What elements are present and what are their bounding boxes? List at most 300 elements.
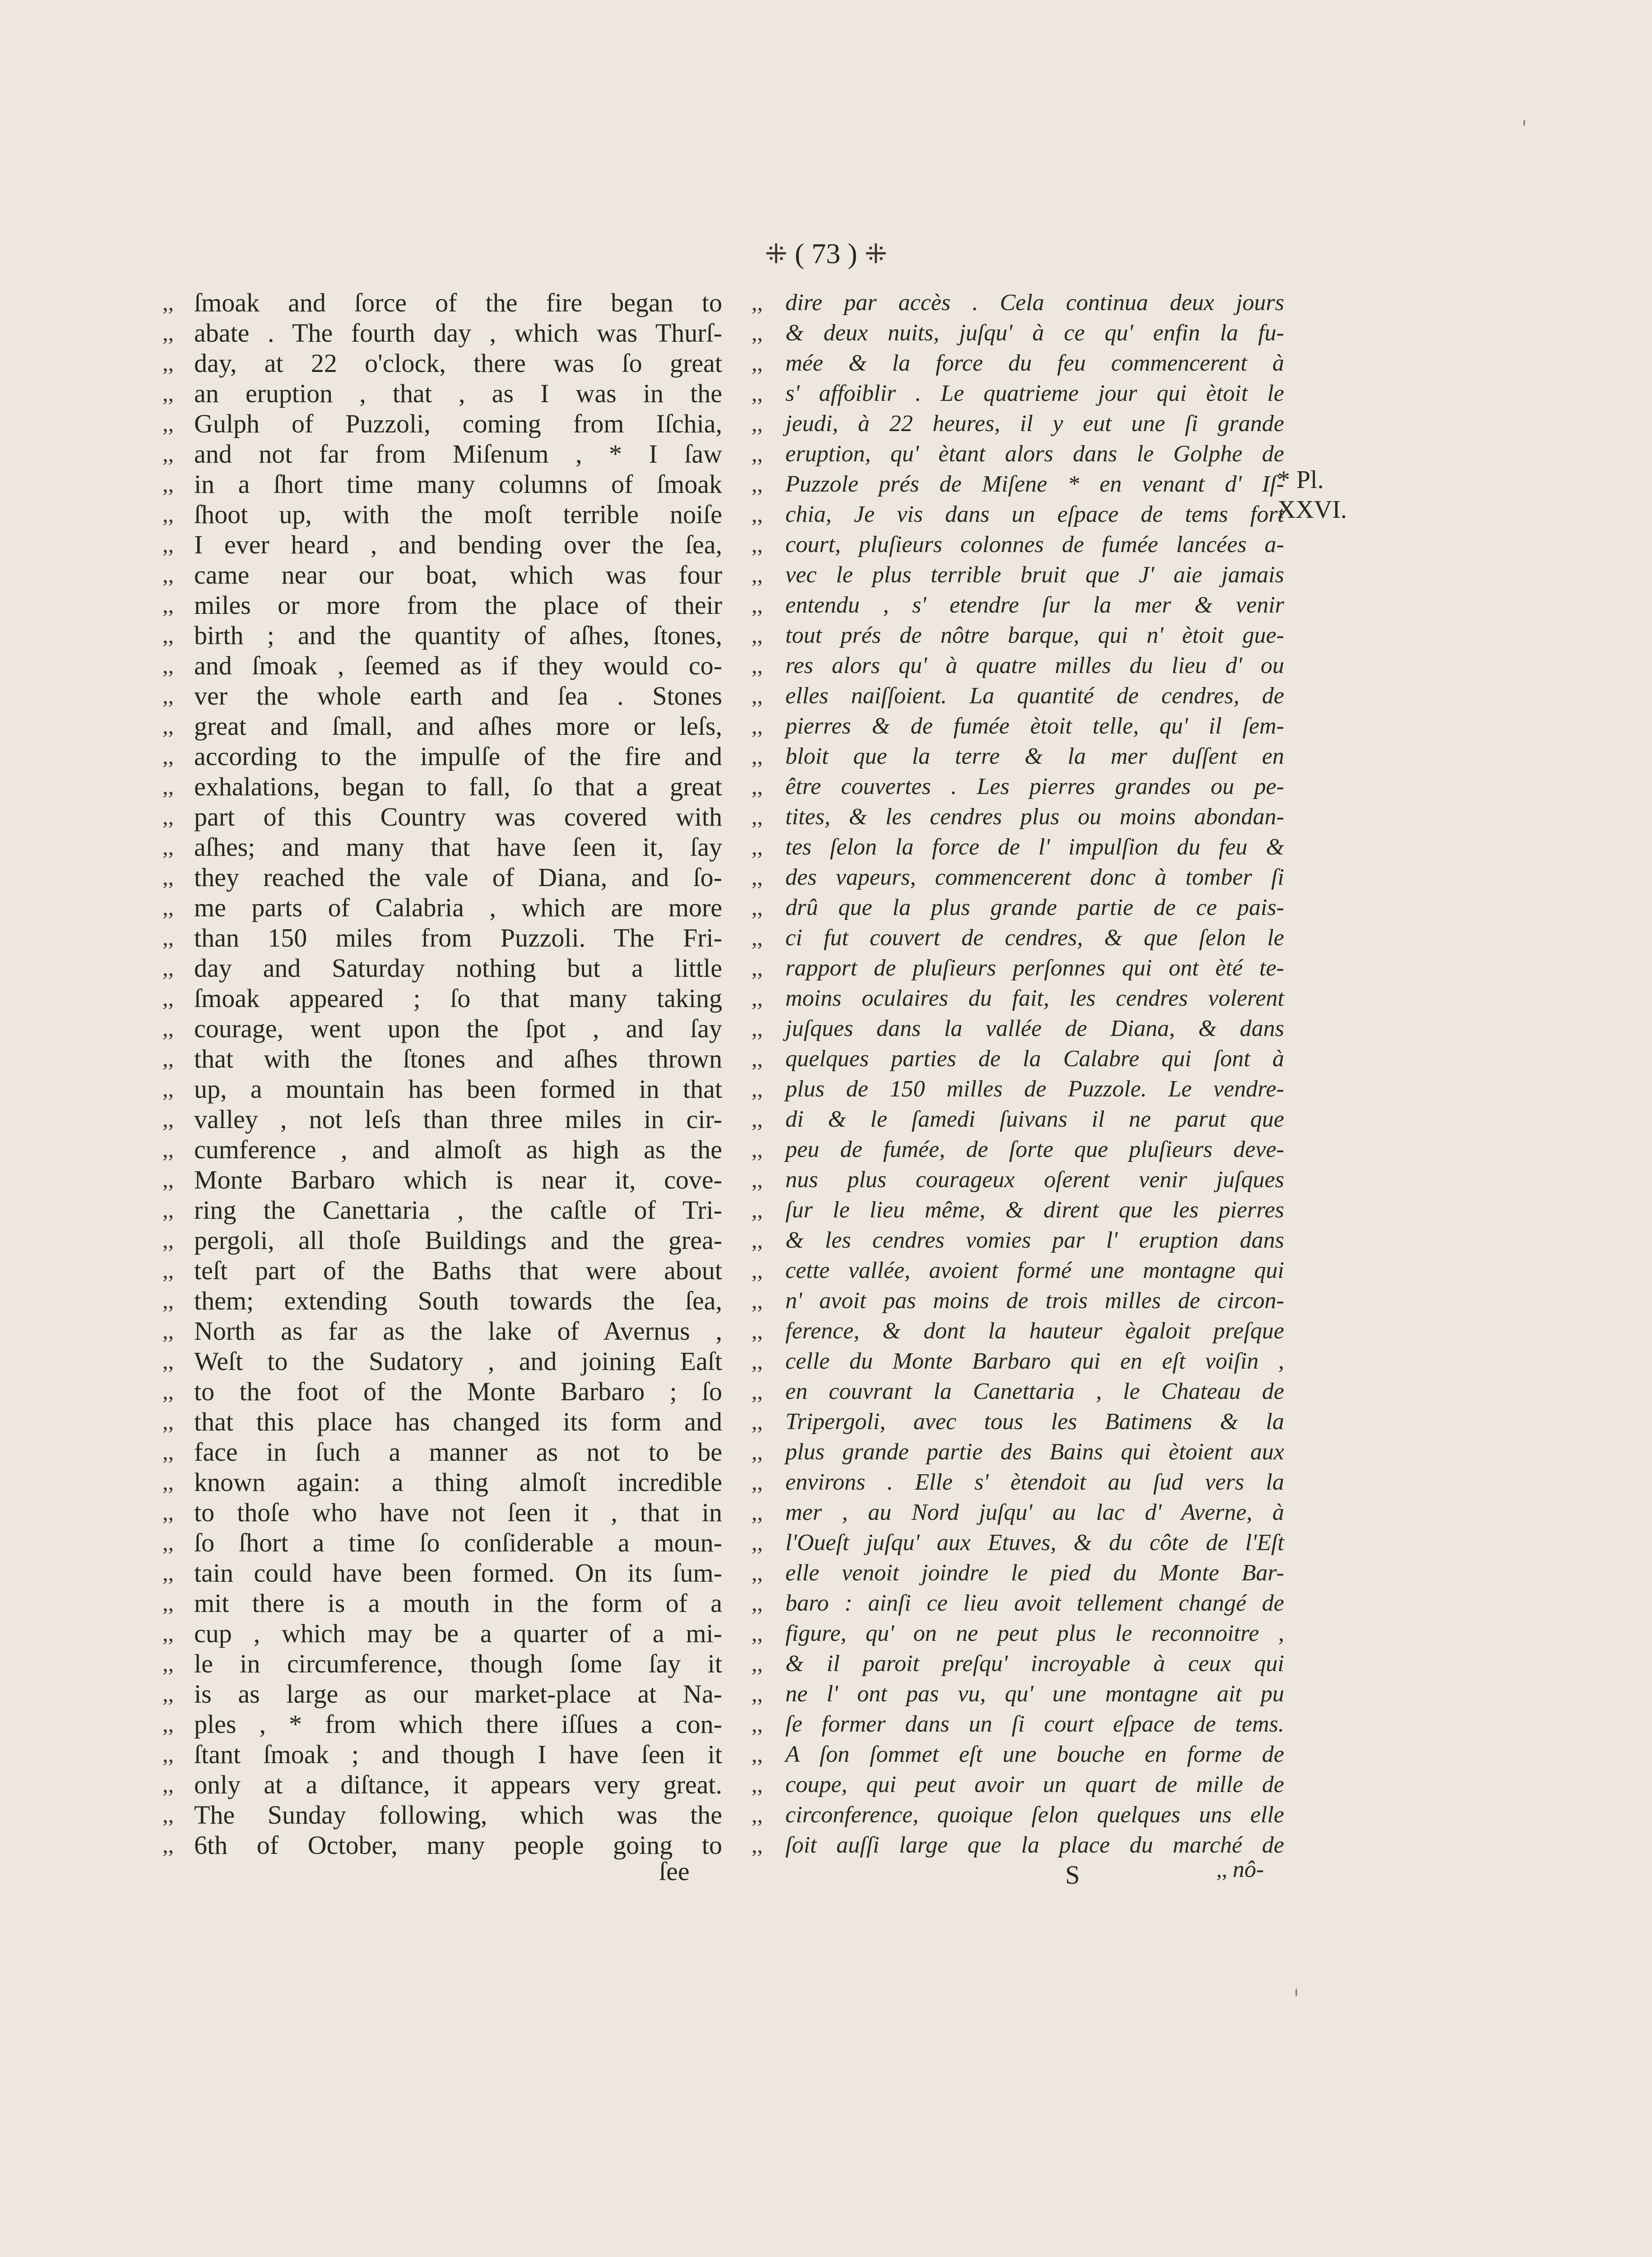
line-text: Tripergoli, avec tous les Batimens & la xyxy=(785,1409,1284,1435)
text-line xyxy=(752,923,1284,953)
text-line xyxy=(752,1437,1284,1467)
text-line xyxy=(752,560,1284,590)
line-text: elle venoit joindre le pied du Monte Bar- xyxy=(785,1560,1284,1586)
quote-mark: ,, xyxy=(162,1137,174,1162)
text-line xyxy=(752,469,1284,499)
plate-reference-note xyxy=(1277,465,1347,525)
quote-mark: ,, xyxy=(162,713,174,738)
quote-mark: ,, xyxy=(752,774,763,799)
quote-mark: ,, xyxy=(162,320,174,345)
text-line xyxy=(752,1467,1284,1497)
quote-mark: ,, xyxy=(162,1590,174,1616)
text-line xyxy=(752,1618,1284,1649)
text-line xyxy=(162,681,722,711)
plate-reference-line2: XXVI. xyxy=(1277,496,1347,524)
line-text: great and ſmall, and aſhes more or leſs, xyxy=(194,711,722,741)
line-text: rapport de pluſieurs perſonnes qui ont èté te- xyxy=(785,955,1284,981)
quote-mark: ,, xyxy=(162,1409,174,1434)
text-line xyxy=(752,620,1284,650)
line-text: ples , * from which there iſſues a con- xyxy=(194,1709,722,1739)
quote-mark: ,, xyxy=(162,1681,174,1706)
quote-mark: ,, xyxy=(752,804,763,829)
quote-mark: ,, xyxy=(752,955,763,980)
line-text: l'Oueſt juſqu' aux Etuves, & du côte de l'Eſt xyxy=(785,1530,1284,1556)
line-text: environs . Elle s' ètendoit au ſud vers la xyxy=(785,1469,1284,1495)
fleuron-right-icon: ⁜ xyxy=(864,239,887,269)
left-catchword: ſee xyxy=(659,1857,690,1886)
quote-mark: ,, xyxy=(752,1167,763,1192)
text-line xyxy=(162,590,722,620)
text-line xyxy=(162,1044,722,1074)
text-line xyxy=(752,1830,1284,1860)
quote-mark: ,, xyxy=(162,1258,174,1283)
text-line xyxy=(752,1165,1284,1195)
line-text: pergoli, all thoſe Buildings and the grea- xyxy=(194,1226,722,1255)
text-line xyxy=(162,469,722,499)
quote-mark: ,, xyxy=(752,925,763,950)
quote-mark: ,, xyxy=(162,985,174,1011)
quote-mark: ,, xyxy=(162,1832,174,1858)
line-text: mer , au Nord juſqu' au lac d' Averne, à xyxy=(785,1500,1284,1525)
text-line xyxy=(162,439,722,469)
quote-mark: ,, xyxy=(752,1651,763,1676)
text-line xyxy=(162,1497,722,1528)
quote-mark: ,, xyxy=(752,1076,763,1101)
text-line xyxy=(162,1134,722,1165)
line-text: up, a mountain has been formed in that xyxy=(194,1074,722,1104)
text-line xyxy=(162,1104,722,1134)
line-text: part of this Country was covered with xyxy=(194,802,722,831)
line-text: eruption, qu' ètant alors dans le Golphe de xyxy=(785,441,1284,467)
text-line xyxy=(752,892,1284,923)
line-text: coupe, qui peut avoir un quart de mille de xyxy=(785,1772,1284,1797)
line-text: them; extending South towards the ſea, xyxy=(194,1286,722,1315)
line-text: aſhes; and many that have ſeen it, ſay xyxy=(194,832,722,862)
line-text: courage, went upon the ſpot , and ſay xyxy=(194,1014,722,1043)
line-text: & il paroit preſqu' incroyable à ceux qui xyxy=(785,1651,1284,1676)
quote-mark: ,, xyxy=(752,1197,763,1222)
quote-mark: ,, xyxy=(752,1046,763,1071)
line-text: is as large as our market-place at Na- xyxy=(194,1679,722,1709)
line-text: baro : ainſi ce lieu avoit tellement changé de xyxy=(785,1590,1284,1616)
quote-mark: ,, xyxy=(752,532,763,557)
quote-mark: ,, xyxy=(162,774,174,799)
line-text: they reached the vale of Diana, and ſo- xyxy=(194,863,722,892)
text-line xyxy=(752,802,1284,832)
quote-mark: ,, xyxy=(162,290,174,315)
text-line xyxy=(752,288,1284,318)
quote-mark: ,, xyxy=(162,653,174,678)
text-line xyxy=(162,1195,722,1225)
text-line xyxy=(752,1679,1284,1709)
line-text: mit there is a mouth in the form of a xyxy=(194,1588,722,1618)
text-line xyxy=(752,409,1284,439)
quote-mark: ,, xyxy=(162,834,174,859)
quote-mark: ,, xyxy=(752,350,763,376)
text-line xyxy=(162,741,722,771)
text-line xyxy=(752,590,1284,620)
text-line xyxy=(162,409,722,439)
line-text: ne l' ont pas vu, qu' une montagne ait pu xyxy=(785,1681,1284,1707)
quote-mark: ,, xyxy=(162,1318,174,1343)
paper-speck xyxy=(1523,120,1525,126)
text-line xyxy=(162,1769,722,1800)
quote-mark: ,, xyxy=(162,592,174,618)
quote-mark: ,, xyxy=(162,1167,174,1192)
plate-reference-line1: * Pl. xyxy=(1277,466,1324,494)
quote-mark: ,, xyxy=(162,1500,174,1525)
quote-mark: ,, xyxy=(752,411,763,436)
quote-mark: ,, xyxy=(162,622,174,648)
line-text: mée & la force du feu commencerent à xyxy=(785,350,1284,376)
quote-mark: ,, xyxy=(162,1772,174,1797)
paper-speck xyxy=(1295,1988,1297,1997)
text-line xyxy=(162,1739,722,1769)
line-text: figure, qu' on ne peut plus le reconnoitre , xyxy=(785,1621,1284,1646)
line-text: n' avoit pas moins de trois milles de circon- xyxy=(785,1288,1284,1314)
page-header xyxy=(0,237,1652,270)
text-line xyxy=(162,892,722,923)
text-line xyxy=(752,1346,1284,1376)
line-text: celle du Monte Barbaro qui en eſt voiſin , xyxy=(785,1348,1284,1374)
quote-mark: ,, xyxy=(162,1197,174,1222)
text-line xyxy=(752,1316,1284,1346)
line-text: exhalations, began to fall, ſo that a great xyxy=(194,772,722,801)
text-line xyxy=(162,1165,722,1195)
quote-mark: ,, xyxy=(162,1288,174,1313)
text-line xyxy=(162,1709,722,1739)
line-text: ſmoak appeared ; ſo that many taking xyxy=(194,984,722,1013)
text-line xyxy=(162,923,722,953)
text-line xyxy=(162,1649,722,1679)
quote-mark: ,, xyxy=(162,1711,174,1737)
text-line xyxy=(752,1769,1284,1800)
quote-mark: ,, xyxy=(752,1742,763,1767)
line-text: des vapeurs, commencerent donc à tomber ſi xyxy=(785,864,1284,890)
quote-mark: ,, xyxy=(162,1530,174,1555)
text-line xyxy=(162,288,722,318)
quote-mark: ,, xyxy=(162,955,174,980)
text-line xyxy=(162,1346,722,1376)
line-text: pierres & de fumée ètoit telle, qu' il ſem- xyxy=(785,713,1284,739)
quote-mark: ,, xyxy=(162,1742,174,1767)
quote-mark: ,, xyxy=(752,895,763,920)
quote-mark: ,, xyxy=(162,1348,174,1374)
quote-mark: ,, xyxy=(752,1469,763,1495)
quote-mark: ,, xyxy=(162,1076,174,1101)
line-text: valley , not leſs than three miles in cir- xyxy=(194,1105,722,1134)
quote-mark: ,, xyxy=(752,1681,763,1706)
line-text: nus plus courageux oſerent venir juſques xyxy=(785,1167,1284,1193)
line-text: chia, Je vis dans un eſpace de tems fort xyxy=(785,502,1284,527)
line-text: di & le ſamedi ſuivans il ne parut que xyxy=(785,1106,1284,1132)
line-text: Puzzole prés de Miſene * en venant d' Iſ- xyxy=(785,471,1284,497)
line-text: le in circumference, though ſome ſay it xyxy=(194,1649,722,1678)
text-line xyxy=(162,1467,722,1497)
text-line xyxy=(162,499,722,529)
text-line xyxy=(752,1195,1284,1225)
text-line xyxy=(752,1134,1284,1165)
line-text: The Sunday following, which was the xyxy=(194,1800,722,1830)
text-line xyxy=(162,832,722,862)
line-text: tites, & les cendres plus ou moins abondan- xyxy=(785,804,1284,830)
line-text: I ever heard , and bending over the ſea, xyxy=(194,530,722,559)
line-text: ci fut couvert de cendres, & que ſelon le xyxy=(785,925,1284,951)
text-line xyxy=(162,378,722,409)
quote-mark: ,, xyxy=(752,1288,763,1313)
text-line xyxy=(162,1316,722,1346)
line-text: that with the ſtones and aſhes thrown xyxy=(194,1044,722,1073)
quote-mark: ,, xyxy=(752,683,763,708)
quote-mark: ,, xyxy=(162,441,174,466)
quote-mark: ,, xyxy=(752,381,763,406)
fleuron-left-icon: ⁜ xyxy=(765,239,788,269)
english-column xyxy=(162,288,722,1860)
right-catchword xyxy=(1216,1856,1264,1883)
line-text: tain could have been formed. On its ſum- xyxy=(194,1558,722,1588)
line-text: ſoit auſſi large que la place du marché de xyxy=(785,1832,1284,1858)
quote-mark: ,, xyxy=(752,1318,763,1343)
line-text: A ſon ſommet eſt une bouche en forme de xyxy=(785,1742,1284,1767)
line-text: ſo ſhort a time ſo conſiderable a moun- xyxy=(194,1528,722,1557)
quote-mark: ,, xyxy=(162,1439,174,1464)
text-line xyxy=(752,529,1284,560)
line-text: & les cendres vomies par l' eruption dans xyxy=(785,1227,1284,1253)
quote-mark: ,, xyxy=(752,1832,763,1858)
quote-mark: ,, xyxy=(752,562,763,587)
quote-mark: ,, xyxy=(752,1530,763,1555)
quote-mark: ,, xyxy=(162,895,174,920)
line-text: peu de fumée, de ſorte que pluſieurs deve- xyxy=(785,1137,1284,1162)
text-line xyxy=(162,318,722,348)
text-line xyxy=(162,348,722,378)
text-line xyxy=(162,1376,722,1407)
text-line xyxy=(162,650,722,681)
text-line xyxy=(162,953,722,983)
text-line xyxy=(162,1618,722,1649)
quote-mark: ,, xyxy=(162,502,174,527)
text-line xyxy=(162,560,722,590)
line-text: in a ſhort time many columns of ſmoak xyxy=(194,469,722,499)
text-line xyxy=(752,771,1284,802)
quote-mark: ,, xyxy=(162,1621,174,1646)
quote-mark: ,, xyxy=(162,804,174,829)
right-catchword-quote: ,, xyxy=(1216,1858,1227,1882)
text-line xyxy=(752,439,1284,469)
text-line xyxy=(752,1800,1284,1830)
line-text: & deux nuits, juſqu' à ce qu' enfin la fu- xyxy=(785,320,1284,346)
quote-mark: ,, xyxy=(752,985,763,1011)
text-line xyxy=(752,1558,1284,1588)
quote-mark: ,, xyxy=(752,653,763,678)
text-line xyxy=(162,771,722,802)
text-line xyxy=(752,1044,1284,1074)
quote-mark: ,, xyxy=(752,1772,763,1797)
quote-mark: ,, xyxy=(752,834,763,859)
quote-mark: ,, xyxy=(752,1258,763,1283)
text-line xyxy=(752,711,1284,741)
quote-mark: ,, xyxy=(752,1802,763,1827)
quote-mark: ,, xyxy=(752,622,763,648)
quote-mark: ,, xyxy=(162,532,174,557)
text-line xyxy=(752,1104,1284,1134)
line-text: moins oculaires du fait, les cendres volerent xyxy=(785,985,1284,1011)
text-line xyxy=(752,681,1284,711)
line-text: cup , which may be a quarter of a mi- xyxy=(194,1619,722,1648)
text-line xyxy=(162,802,722,832)
quote-mark: ,, xyxy=(162,1016,174,1041)
text-line xyxy=(162,1528,722,1558)
line-text: circonference, quoique ſelon quelques uns elle xyxy=(785,1802,1284,1828)
quote-mark: ,, xyxy=(752,1500,763,1525)
line-text: 6th of October, many people going to xyxy=(194,1830,722,1860)
line-text: jeudi, à 22 heures, il y eut une ſi grande xyxy=(785,411,1284,437)
quote-mark: ,, xyxy=(752,441,763,466)
right-catchword-text: nô- xyxy=(1233,1857,1264,1882)
text-line xyxy=(162,1679,722,1709)
text-line xyxy=(162,1800,722,1830)
line-text: dire par accès . Cela continua deux jours xyxy=(785,290,1284,316)
quote-mark: ,, xyxy=(162,1469,174,1495)
line-text: ſtant ſmoak ; and though I have ſeen it xyxy=(194,1740,722,1769)
text-line xyxy=(752,1528,1284,1558)
line-text: miles or more from the place of their xyxy=(194,590,722,620)
line-text: entendu , s' etendre ſur la mer & venir xyxy=(785,592,1284,618)
line-text: drû que la plus grande partie de ce pais- xyxy=(785,895,1284,920)
line-text: en couvrant la Canettaria , le Chateau de xyxy=(785,1379,1284,1404)
line-text: être couvertes . Les pierres grandes ou pe- xyxy=(785,774,1284,799)
quote-mark: ,, xyxy=(162,1802,174,1827)
line-text: birth ; and the quantity of aſhes, ſtones, xyxy=(194,621,722,650)
line-text: day and Saturday nothing but a little xyxy=(194,953,722,983)
line-text: res alors qu' à quatre milles du lieu d' ou xyxy=(785,653,1284,678)
text-line xyxy=(162,1588,722,1618)
line-text: abate . The fourth day , which was Thurſ- xyxy=(194,318,722,348)
quote-mark: ,, xyxy=(752,1348,763,1374)
line-text: cumference , and almoſt as high as the xyxy=(194,1135,722,1164)
quote-mark: ,, xyxy=(752,471,763,497)
line-text: day, at 22 o'clock, there was ſo great xyxy=(194,348,722,378)
text-line xyxy=(752,1739,1284,1769)
line-text: came near our boat, which was four xyxy=(194,560,722,590)
quote-mark: ,, xyxy=(162,1379,174,1404)
text-line xyxy=(162,1407,722,1437)
quote-mark: ,, xyxy=(162,743,174,769)
quote-mark: ,, xyxy=(162,350,174,376)
signature-mark: S xyxy=(1065,1860,1080,1890)
quote-mark: ,, xyxy=(752,290,763,315)
line-text: me parts of Calabria , which are more xyxy=(194,893,722,922)
text-line xyxy=(752,1225,1284,1255)
line-text: cette vallée, avoient formé une montagne qui xyxy=(785,1258,1284,1283)
line-text: ſmoak and ſorce of the fire began to xyxy=(194,288,722,317)
text-line xyxy=(752,862,1284,892)
quote-mark: ,, xyxy=(752,743,763,769)
line-text: that this place has changed its form and xyxy=(194,1407,722,1436)
text-line xyxy=(162,711,722,741)
quote-mark: ,, xyxy=(162,471,174,497)
quote-mark: ,, xyxy=(752,502,763,527)
line-text: tout prés de nôtre barque, qui n' ètoit gue- xyxy=(785,622,1284,648)
text-line xyxy=(752,953,1284,983)
line-text: ſhoot up, with the moſt terrible noiſe xyxy=(194,500,722,529)
line-text: face in ſuch a manner as not to be xyxy=(194,1437,722,1467)
french-column xyxy=(752,288,1284,1860)
line-text: than 150 miles from Puzzoli. The Fri- xyxy=(194,923,722,952)
quote-mark: ,, xyxy=(162,1651,174,1676)
line-text: known again: a thing almoſt incredible xyxy=(194,1468,722,1497)
line-text: bloit que la terre & la mer duſſent en xyxy=(785,743,1284,769)
text-line xyxy=(752,832,1284,862)
quote-mark: ,, xyxy=(752,1560,763,1585)
line-text: court, pluſieurs colonnes de fumée lancées a- xyxy=(785,532,1284,557)
line-text: ference, & dont la hauteur ègaloit preſque xyxy=(785,1318,1284,1344)
text-line xyxy=(162,1437,722,1467)
quote-mark: ,, xyxy=(752,1621,763,1646)
line-text: ſe former dans un ſi court eſpace de tems. xyxy=(785,1711,1284,1737)
line-text: Weſt to the Sudatory , and joining Eaſt xyxy=(194,1347,722,1376)
line-text: plus grande partie des Bains qui ètoient aux xyxy=(785,1439,1284,1465)
text-line xyxy=(752,1286,1284,1316)
text-line xyxy=(752,1407,1284,1437)
line-text: juſques dans la vallée de Diana, & dans xyxy=(785,1016,1284,1041)
line-text: and not far from Miſenum , * I ſaw xyxy=(194,439,722,469)
text-line xyxy=(752,1497,1284,1528)
quote-mark: ,, xyxy=(162,683,174,708)
text-line xyxy=(162,1830,722,1860)
line-text: teſt part of the Baths that were about xyxy=(194,1256,722,1285)
text-line xyxy=(162,983,722,1013)
quote-mark: ,, xyxy=(162,381,174,406)
quote-mark: ,, xyxy=(752,864,763,890)
line-text: to thoſe who have not ſeen it , that in xyxy=(194,1498,722,1527)
quote-mark: ,, xyxy=(162,1106,174,1132)
line-text: vec le plus terrible bruit que J' aie jamais xyxy=(785,562,1284,588)
quote-mark: ,, xyxy=(752,1137,763,1162)
line-text: Gulph of Puzzoli, coming from Iſchia, xyxy=(194,409,722,438)
text-line xyxy=(162,1255,722,1286)
quote-mark: ,, xyxy=(752,592,763,618)
text-line xyxy=(162,529,722,560)
text-line xyxy=(752,983,1284,1013)
quote-mark: ,, xyxy=(752,320,763,345)
line-text: ſur le lieu même, & dirent que les pierres xyxy=(785,1197,1284,1223)
text-line xyxy=(752,1013,1284,1044)
text-line xyxy=(752,741,1284,771)
text-line xyxy=(162,1286,722,1316)
line-text: elles naiſſoient. La quantité de cendres, de xyxy=(785,683,1284,709)
line-text: North as far as the lake of Avernus , xyxy=(194,1316,722,1346)
text-line xyxy=(752,650,1284,681)
page-number: ( 73 ) xyxy=(794,237,858,269)
quote-mark: ,, xyxy=(752,1379,763,1404)
text-line xyxy=(752,1074,1284,1104)
text-line xyxy=(162,620,722,650)
text-line xyxy=(752,318,1284,348)
line-text: plus de 150 milles de Puzzole. Le vendre- xyxy=(785,1076,1284,1102)
text-line xyxy=(752,1255,1284,1286)
line-text: ring the Canettaria , the caſtle of Tri- xyxy=(194,1195,722,1225)
quote-mark: ,, xyxy=(752,1106,763,1132)
text-line xyxy=(752,1588,1284,1618)
quote-mark: ,, xyxy=(162,864,174,890)
line-text: and ſmoak , ſeemed as if they would co- xyxy=(194,651,722,680)
text-line xyxy=(752,348,1284,378)
quote-mark: ,, xyxy=(162,925,174,950)
quote-mark: ,, xyxy=(752,1409,763,1434)
text-line xyxy=(752,1376,1284,1407)
quote-mark: ,, xyxy=(752,1227,763,1253)
